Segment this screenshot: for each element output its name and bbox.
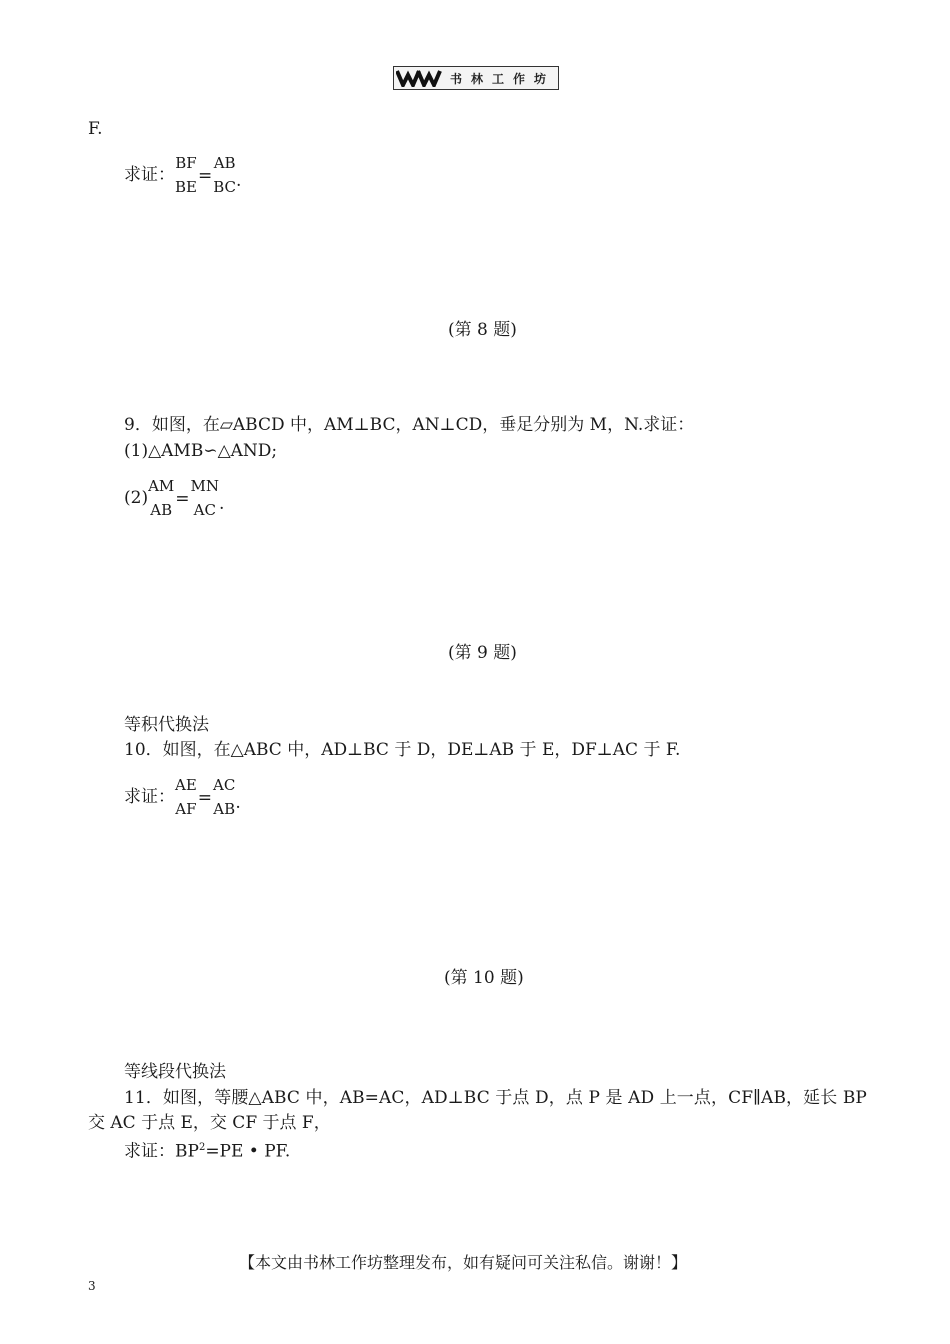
q9-part1: (1)△AMB∽△AND;: [124, 441, 278, 461]
q10-equals: =: [197, 788, 213, 808]
q8-prove-statement: [124, 151, 241, 199]
q9-fraction-right: [191, 474, 219, 522]
q10-frac2-denominator: AB: [213, 800, 236, 818]
q10-prove-statement: [124, 773, 241, 821]
q10-prove-label: 求证：: [124, 787, 175, 807]
q9-equals: =: [175, 489, 190, 509]
q9-frac1-numerator: AM: [148, 477, 175, 495]
q11-prove-statement: [124, 1137, 290, 1163]
q10-frac1-numerator: AE: [175, 776, 197, 794]
q8-figure-caption: (第 8 题): [448, 320, 517, 340]
q9-frac2-denominator: AC: [193, 501, 216, 519]
q10-period: .: [235, 793, 241, 813]
q8-fraction-right: [213, 151, 236, 199]
q8-prove-label: 求证：: [124, 165, 175, 185]
q9-figure-caption: (第 9 题): [448, 643, 517, 663]
q8-frac2-numerator: AB: [213, 154, 236, 172]
q11-section-title: 等线段代换法: [124, 1062, 226, 1082]
q10-figure-caption: (第 10 题): [444, 968, 524, 988]
q10-section-title: 等积代换法: [124, 715, 209, 735]
q8-frac2-denominator: BC: [213, 178, 237, 196]
q9-period: .: [219, 494, 225, 514]
q9-part2: [124, 474, 224, 522]
q10-fraction-right: [213, 773, 235, 821]
q9-statement: 9．如图，在▱ABCD 中，AM⊥BC，AN⊥CD，垂足分别为 M，N.求证：: [124, 415, 695, 435]
q10-fraction-left: [175, 773, 197, 821]
q8-fraction-left: [175, 151, 197, 199]
q9-frac1-denominator: AB: [150, 501, 173, 519]
q10-frac1-denominator: AF: [175, 800, 197, 818]
q11-prove-prefix: 求证：BP: [124, 1141, 199, 1162]
q9-part2-label: (2): [124, 488, 149, 508]
footer-note: 【本文由书林工作坊整理发布，如有疑问可关注私信。谢谢！】: [239, 1253, 688, 1272]
q11-prove-suffix: =PE • PF.: [205, 1141, 291, 1162]
q11-superscript: 2: [198, 1142, 206, 1153]
q9-fraction-left: [148, 474, 174, 522]
page-number: 3: [88, 1279, 96, 1293]
header-logo: [393, 66, 559, 90]
q10-frac2-numerator: AC: [213, 776, 236, 794]
q9-frac2-numerator: MN: [190, 477, 220, 495]
logo-w-icon: [396, 69, 442, 87]
logo-text: 书林工作坊: [450, 71, 556, 86]
q8-period: .: [236, 171, 242, 191]
q8-frac1-numerator: BF: [175, 154, 197, 172]
q11-statement-line1: 11．如图，等腰△ABC 中，AB=AC，AD⊥BC 于点 D，点 P 是 AD 上一点，CF∥AB，延长 BP: [124, 1088, 867, 1108]
q8-equals: =: [197, 166, 213, 186]
q11-statement-line2: 交 AC 于点 E，交 CF 于点 F，: [88, 1113, 331, 1133]
q8-frac1-denominator: BE: [175, 178, 197, 196]
q8-continued-line: F.: [88, 119, 103, 139]
q10-statement: 10．如图，在△ABC 中，AD⊥BC 于 D，DE⊥AB 于 E，DF⊥AC 于 F.: [124, 740, 681, 760]
